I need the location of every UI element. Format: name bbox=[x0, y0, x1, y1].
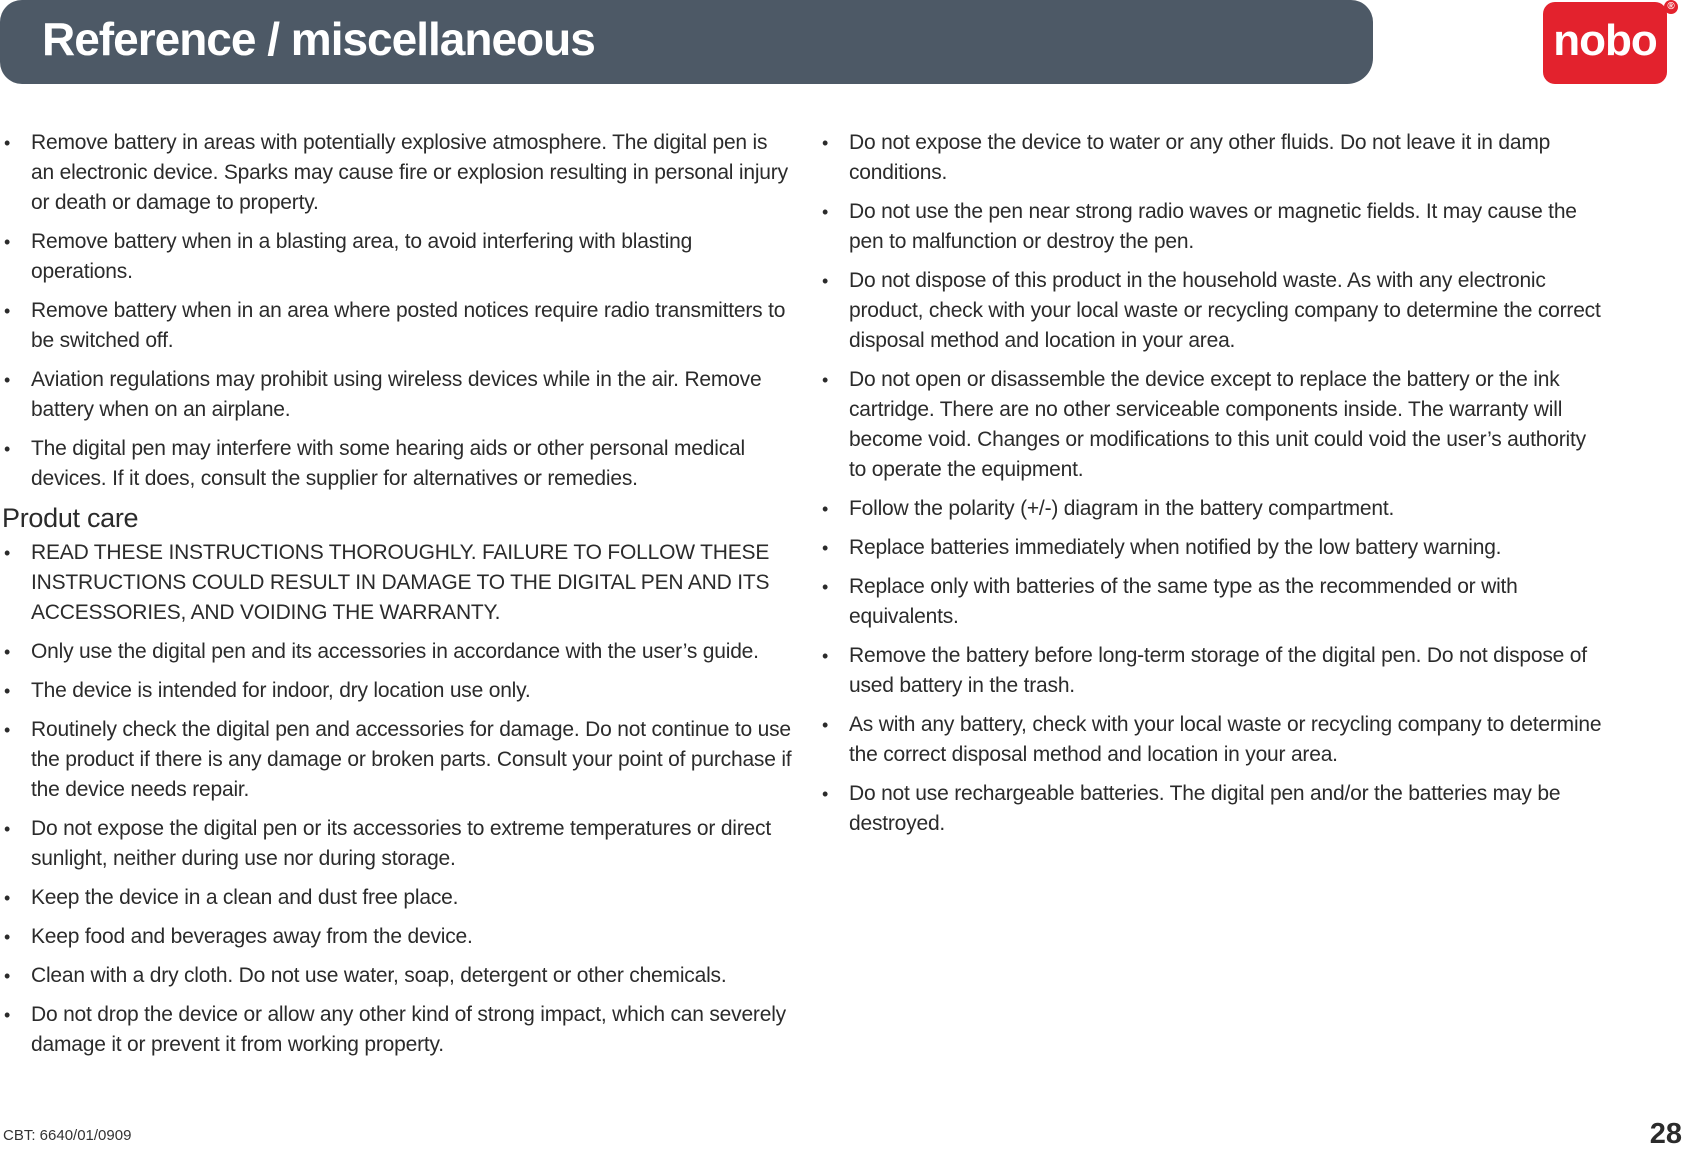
list-item: • Remove battery when in a blasting area, to avoid interfering with blasting operations. bbox=[0, 227, 792, 287]
list-item: • Replace only with batteries of the same type as the recommended or with equivalents. bbox=[818, 572, 1608, 632]
list-item: • Remove the battery before long-term storage of the digital pen. Do not dispose of used battery in the trash. bbox=[818, 641, 1608, 701]
left-column bbox=[0, 128, 792, 1069]
logo-text: nobo bbox=[1553, 16, 1657, 65]
page-title: Reference / miscellaneous bbox=[42, 13, 595, 65]
list-item: • Only use the digital pen and its accessories in accordance with the user’s guide. bbox=[0, 637, 792, 667]
device-list bbox=[818, 128, 1608, 839]
list-item: • Do not dispose of this product in the household waste. As with any electronic product, check with your local waste or recycling company to determine the correct disposal method and location in your area. bbox=[818, 266, 1608, 356]
registered-mark: ® bbox=[1664, 0, 1678, 14]
page-number: 28 bbox=[1649, 1118, 1682, 1150]
list-item: • Routinely check the digital pen and accessories for damage. Do not continue to use the product if there is any damage or broken parts. Consult your point of purchase if the device needs repair. bbox=[0, 715, 792, 805]
header-bar bbox=[0, 0, 1373, 84]
list-item: • Keep food and beverages away from the device. bbox=[0, 922, 792, 952]
list-item: • Remove battery when in an area where posted notices require radio transmitters to be switched off. bbox=[0, 296, 792, 356]
list-item: • Do not expose the device to water or any other fluids. Do not leave it in damp conditions. bbox=[818, 128, 1608, 188]
reference-code: CBT: 6640/01/0909 bbox=[3, 1127, 132, 1144]
nobo-logo bbox=[1543, 2, 1667, 84]
safety-list bbox=[0, 128, 792, 494]
list-item: • Remove battery in areas with potentially explosive atmosphere. The digital pen is an electronic device. Sparks may cause fire or explosion resulting in personal injury or death or damage to property. bbox=[0, 128, 792, 218]
list-item: • Do not expose the digital pen or its accessories to extreme temperatures or direct sunlight, neither during use nor during storage. bbox=[0, 814, 792, 874]
list-item: • Aviation regulations may prohibit using wireless devices while in the air. Remove battery when on an airplane. bbox=[0, 365, 792, 425]
section-heading: Produt care bbox=[2, 503, 139, 533]
list-item: • Keep the device in a clean and dust free place. bbox=[0, 883, 792, 913]
list-item: • READ THESE INSTRUCTIONS THOROUGHLY. FAILURE TO FOLLOW THESE INSTRUCTIONS COULD RESULT IN DAMAGE TO THE DIGITAL PEN AND ITS ACCESSORIES, AND VOIDING THE WARRANTY. bbox=[0, 538, 792, 628]
list-item: • The digital pen may interfere with some hearing aids or other personal medical devices. If it does, consult the supplier for alternatives or remedies. bbox=[0, 434, 792, 494]
list-item: • Do not open or disassemble the device except to replace the battery or the ink cartridge. There are no other serviceable components inside. The warranty will become void. Changes or modifications to this unit could void the user’s authority to operate the equipment. bbox=[818, 365, 1608, 485]
list-item: • The device is intended for indoor, dry location use only. bbox=[0, 676, 792, 706]
list-item: • Do not use the pen near strong radio waves or magnetic fields. It may cause the pen to malfunction or destroy the pen. bbox=[818, 197, 1608, 257]
list-item: • Clean with a dry cloth. Do not use water, soap, detergent or other chemicals. bbox=[0, 961, 792, 991]
care-list bbox=[0, 538, 792, 1060]
list-item: • Do not use rechargeable batteries. The digital pen and/or the batteries may be destroyed. bbox=[818, 779, 1608, 839]
list-item: • Follow the polarity (+/-) diagram in the battery compartment. bbox=[818, 494, 1608, 524]
list-item: • Do not drop the device or allow any other kind of strong impact, which can severely damage it or prevent it from working property. bbox=[0, 1000, 792, 1060]
list-item: • Replace batteries immediately when notified by the low battery warning. bbox=[818, 533, 1608, 563]
right-column bbox=[818, 128, 1608, 848]
list-item: • As with any battery, check with your local waste or recycling company to determine the correct disposal method and location in your area. bbox=[818, 710, 1608, 770]
